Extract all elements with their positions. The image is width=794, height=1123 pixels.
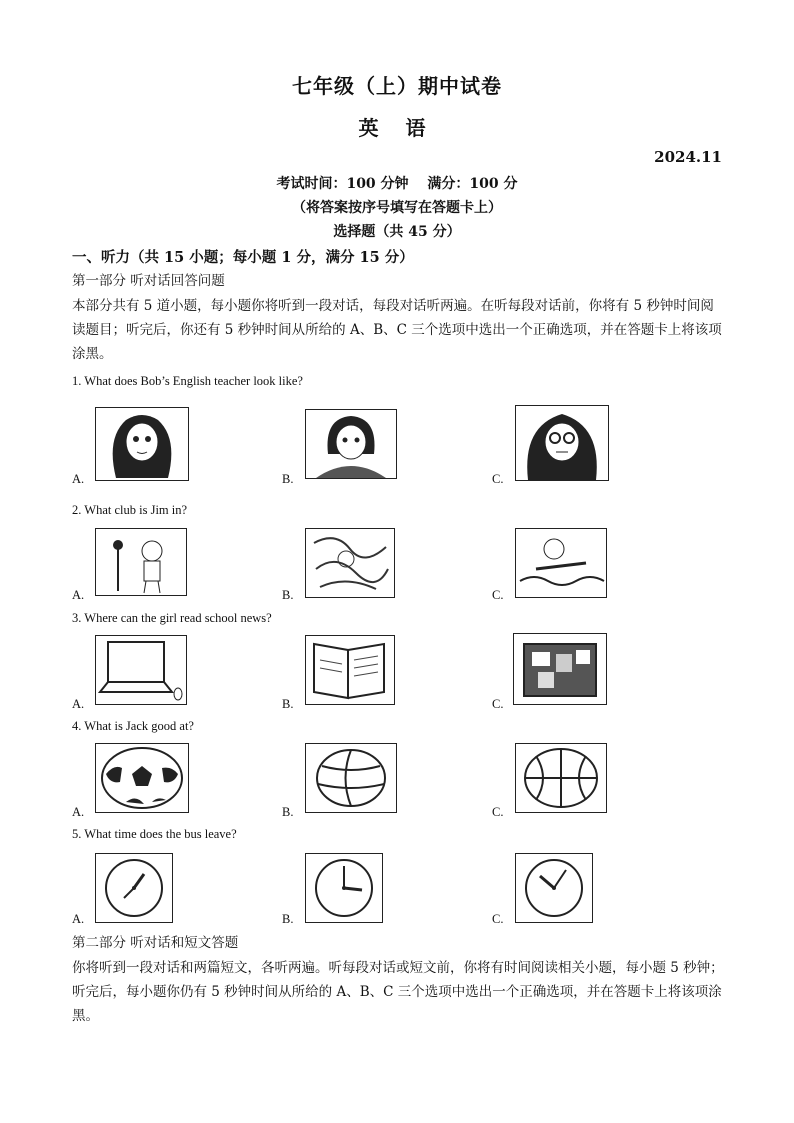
girl-glasses-icon: [515, 405, 609, 481]
q4-option-a[interactable]: A.: [72, 805, 85, 819]
girl-short-hair-icon: [305, 409, 397, 479]
q3-option-c[interactable]: C.: [492, 697, 504, 711]
listening-heading: 一、听力（共 15 小题；每小题 1 分，满分 15 分）: [72, 249, 414, 266]
part2-instructions: 你将听到一段对话和两篇短文，各听两遍。听每段对话或短文前，你将有时间阅读相关小题，每小题 5 秒钟；听完后，每小题你仍有 5 秒钟时间从所给的 A、B、C 三个选项中选出一个正确选项，并在答题卡上将该项涂黑。: [72, 960, 724, 1024]
notice-board-icon: [513, 633, 607, 705]
part2-title: 第二部分 听对话和短文答题: [72, 935, 239, 951]
drawing-icon: [305, 528, 395, 598]
clock-icon: [95, 853, 173, 923]
part1-title: 第一部分 听对话回答问题: [72, 273, 225, 289]
question-3: 3. Where can the girl read school news?: [72, 611, 272, 625]
q2-option-a[interactable]: A.: [72, 588, 85, 602]
q3-option-b[interactable]: B.: [282, 697, 294, 711]
q5-option-c[interactable]: C.: [492, 912, 504, 926]
q1-option-c[interactable]: C.: [492, 472, 504, 486]
volleyball-icon: [305, 743, 397, 813]
q5-option-b[interactable]: B.: [282, 912, 294, 926]
laptop-icon: [95, 635, 187, 705]
q1-option-b[interactable]: B.: [282, 472, 294, 486]
exam-info: 考试时间：100 分钟 满分：100 分: [276, 176, 518, 192]
q2-option-b[interactable]: B.: [282, 588, 294, 602]
q4-option-b[interactable]: B.: [282, 805, 294, 819]
question-4: 4. What is Jack good at?: [72, 719, 194, 733]
girl-long-hair-icon: [95, 407, 189, 481]
q1-option-a[interactable]: A.: [72, 472, 85, 486]
q5-option-a[interactable]: A.: [72, 912, 85, 926]
exam-title: 七年级（上）期中试卷: [292, 74, 502, 98]
q4-option-c[interactable]: C.: [492, 805, 504, 819]
boy-singing-icon: [95, 528, 187, 596]
soccer-ball-icon: [95, 743, 189, 813]
q2-option-c[interactable]: C.: [492, 588, 504, 602]
subject-title: 英 语: [358, 116, 436, 140]
question-5: 5. What time does the bus leave?: [72, 827, 237, 841]
clock-icon: [515, 853, 593, 923]
boy-swimming-icon: [515, 528, 607, 598]
q3-option-a[interactable]: A.: [72, 697, 85, 711]
part1-instructions: 本部分共有 5 道小题，每小题你将听到一段对话，每段对话听两遍。在听每段对话前，你将有 5 秒钟时间阅读题目；听完后，你还有 5 秒钟时间从所给的 A、B、C 三个选项中选出一个正确选项，并在答题卡上将该项涂黑。: [72, 298, 722, 362]
question-1: 1. What does Bob’s English teacher look like?: [72, 374, 303, 388]
answer-instruction: （将答案按序号填写在答题卡上）: [292, 200, 502, 216]
section-type: 选择题（共 45 分）: [333, 224, 461, 240]
newspaper-icon: [305, 635, 395, 705]
question-2: 2. What club is Jim in?: [72, 503, 188, 517]
basketball-icon: [515, 743, 607, 813]
clock-icon: [305, 853, 383, 923]
exam-date: 2024.11: [654, 148, 722, 166]
